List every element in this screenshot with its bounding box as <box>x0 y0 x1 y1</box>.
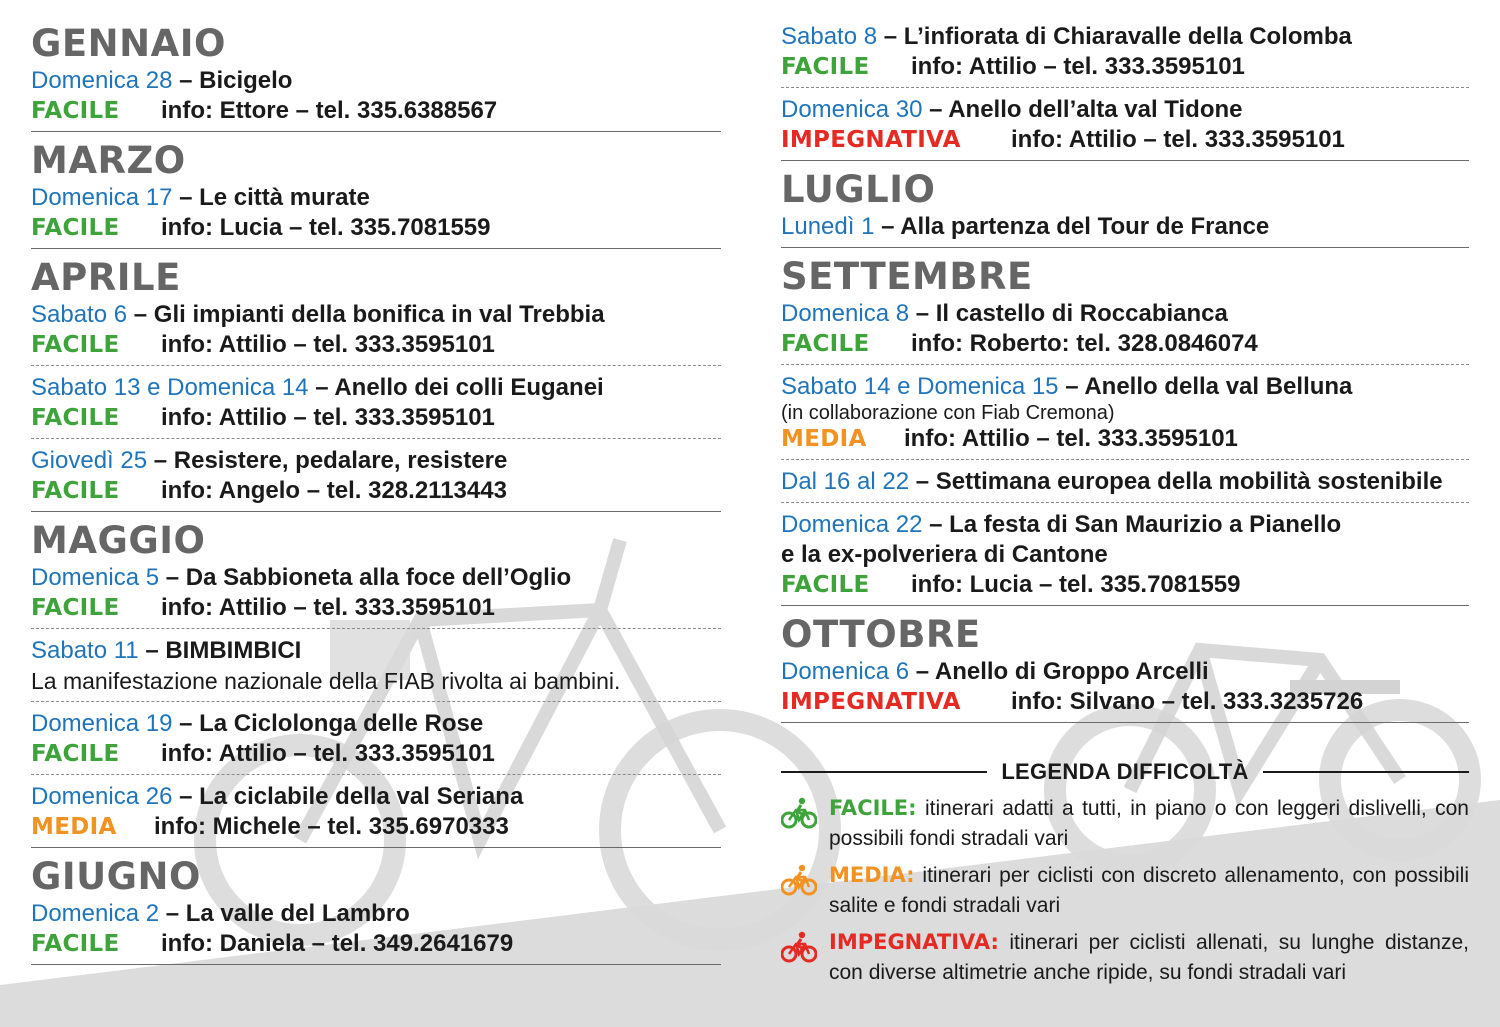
event-difficulty-row <box>781 52 1469 82</box>
event-contact-info: info: Attilio – tel. 333.3595101 <box>161 740 495 767</box>
month-heading: LUGLIO <box>781 168 936 211</box>
event-difficulty-row <box>31 96 721 126</box>
bike-icon <box>781 864 817 896</box>
event-title-line <box>781 299 1469 329</box>
event-difficulty-row <box>31 812 721 842</box>
event-divider <box>781 459 1469 460</box>
event-item <box>31 563 721 623</box>
event-contact-info: info: Silvano – tel. 333.3235726 <box>1011 688 1364 715</box>
event-item <box>781 95 1469 155</box>
event-item <box>31 709 721 769</box>
event-item <box>31 66 721 126</box>
legend-item <box>781 793 1469 854</box>
event-description: La manifestazione nazionale della FIAB rivolta ai bambini. <box>31 668 621 694</box>
event-date: Sabato 13 e Domenica 14 <box>31 374 309 401</box>
event-title: – BIMBIMBICI <box>145 637 302 664</box>
event-date: Sabato 14 e Domenica 15 <box>781 373 1059 400</box>
legend-text-body: itinerari per ciclisti con discreto allenamento, con possibili salite e fondi stradali vari <box>829 864 1469 917</box>
legend-title: LEGENDA DIFFICOLTÀ <box>1001 759 1249 784</box>
difficulty-badge: FACILE <box>31 215 120 241</box>
event-contact-info: info: Michele – tel. 335.6970333 <box>154 813 509 840</box>
event-title: – Anello dei colli Euganei <box>315 374 604 401</box>
event-difficulty-row <box>781 424 1469 454</box>
legend-label: FACILE: <box>829 796 917 820</box>
month-heading: OTTOBRE <box>781 613 981 656</box>
event-title-line <box>31 563 721 593</box>
difficulty-badge: FACILE <box>781 572 870 598</box>
event-title: – Alla partenza del Tour de France <box>881 213 1270 240</box>
month-heading: MAGGIO <box>31 519 206 562</box>
section-divider <box>781 160 1469 161</box>
event-title-line <box>31 373 721 403</box>
event-contact-info: info: Attilio – tel. 333.3595101 <box>161 331 495 358</box>
event-item <box>31 446 721 506</box>
difficulty-badge: FACILE <box>31 741 120 767</box>
legend-text-body: itinerari adatti a tutti, in piano o con leggeri dislivelli, con possibili fondi stradali vari <box>829 797 1469 850</box>
event-difficulty-row <box>31 476 721 506</box>
section-divider <box>781 247 1469 248</box>
event-title-line <box>31 899 721 929</box>
event-date: Domenica 5 <box>31 564 160 591</box>
event-title: – Gli impianti della bonifica in val Trebbia <box>133 301 605 328</box>
event-title: – Anello della val Belluna <box>1065 373 1353 400</box>
difficulty-badge: FACILE <box>781 331 870 357</box>
event-item <box>31 300 721 360</box>
event-divider <box>781 87 1469 88</box>
month-heading: GENNAIO <box>31 22 226 65</box>
event-title: – La valle del Lambro <box>165 900 410 927</box>
event-title-line <box>781 95 1469 125</box>
legend-text-body: itinerari per ciclisti allenati, su lunghe distanze, con diverse altimetrie anche ripide, su fondi stradali vari <box>829 931 1469 984</box>
event-contact-info: info: Angelo – tel. 328.2113443 <box>161 477 507 504</box>
event-title: – L’infiorata di Chiaravalle della Colomba <box>883 23 1352 50</box>
legend-description <box>829 793 1469 854</box>
left-column <box>31 22 721 972</box>
event-item <box>781 212 1469 242</box>
event-date: Domenica 8 <box>781 300 910 327</box>
event-difficulty-row <box>781 687 1469 717</box>
event-item <box>781 467 1469 497</box>
event-contact-info: info: Daniela – tel. 349.2641679 <box>161 930 514 957</box>
section-divider <box>31 131 721 132</box>
legend-item <box>781 927 1469 988</box>
event-title: – Anello di Groppo Arcelli <box>915 658 1209 685</box>
event-item <box>31 899 721 959</box>
event-divider <box>781 364 1469 365</box>
event-difficulty-row <box>781 329 1469 359</box>
event-date: Domenica 6 <box>781 658 910 685</box>
month-heading: APRILE <box>31 256 181 299</box>
event-difficulty-row <box>781 570 1469 600</box>
event-title-line <box>31 782 721 812</box>
event-date: Domenica 2 <box>31 900 160 927</box>
legend-description <box>829 927 1469 988</box>
difficulty-badge: FACILE <box>31 332 120 358</box>
event-item <box>31 183 721 243</box>
event-date: Sabato 8 <box>781 23 878 50</box>
event-title-line <box>781 22 1469 52</box>
event-date: Domenica 28 <box>31 67 173 94</box>
event-item <box>781 299 1469 359</box>
event-title: – Bicigelo <box>179 67 293 94</box>
event-title-line <box>31 446 721 476</box>
event-divider <box>31 774 721 775</box>
difficulty-legend <box>781 757 1469 988</box>
section-divider <box>781 722 1469 723</box>
event-date: Dal 16 al 22 <box>781 468 910 495</box>
event-contact-info: info: Attilio – tel. 333.3595101 <box>161 404 495 431</box>
event-date: Domenica 17 <box>31 184 173 211</box>
bike-icon <box>781 931 817 963</box>
event-title: – Resistere, pedalare, resistere <box>153 447 508 474</box>
section-divider <box>31 248 721 249</box>
event-date: Domenica 19 <box>31 710 173 737</box>
difficulty-badge: FACILE <box>31 931 120 957</box>
difficulty-badge: FACILE <box>31 478 120 504</box>
event-title-line <box>31 300 721 330</box>
event-contact-info: info: Attilio – tel. 333.3595101 <box>161 594 495 621</box>
legend-rule-right <box>1263 771 1469 773</box>
event-contact-info: info: Attilio – tel. 333.3595101 <box>904 425 1238 452</box>
event-title-line <box>31 709 721 739</box>
difficulty-badge: MEDIA <box>781 426 867 452</box>
event-date: Domenica 22 <box>781 511 923 538</box>
legend-description <box>829 860 1469 921</box>
event-divider <box>31 628 721 629</box>
event-title-line <box>781 467 1469 497</box>
legend-header <box>781 757 1469 787</box>
event-divider <box>31 365 721 366</box>
event-contact-info: info: Roberto: tel. 328.0846074 <box>911 330 1258 357</box>
event-title-continued: e la ex-polveriera di Cantone <box>781 541 1108 568</box>
right-column <box>781 22 1469 730</box>
event-title: – La festa di San Maurizio a Pianello <box>929 511 1342 538</box>
event-divider <box>31 701 721 702</box>
event-item <box>31 782 721 842</box>
event-item <box>781 372 1469 454</box>
event-contact-info: info: Ettore – tel. 335.6388567 <box>161 97 498 124</box>
event-contact-info: info: Lucia – tel. 335.7081559 <box>911 571 1241 598</box>
event-item <box>31 636 721 696</box>
legend-label: MEDIA: <box>829 863 915 887</box>
bike-icon <box>781 797 817 829</box>
event-contact-info: info: Lucia – tel. 335.7081559 <box>161 214 491 241</box>
event-title: – La ciclabile della val Seriana <box>179 783 524 810</box>
event-item <box>781 657 1469 717</box>
legend-label: IMPEGNATIVA: <box>829 930 999 954</box>
event-date: Sabato 6 <box>31 301 128 328</box>
event-title: – Anello dell’alta val Tidone <box>929 96 1243 123</box>
event-title-line <box>31 636 721 666</box>
event-subtitle: (in collaborazione con Fiab Cremona) <box>781 402 1115 424</box>
event-title: – Le città murate <box>179 184 370 211</box>
event-date: Domenica 30 <box>781 96 923 123</box>
event-date: Giovedì 25 <box>31 447 148 474</box>
event-title-line <box>781 372 1469 402</box>
event-title-line <box>31 66 721 96</box>
event-date: Domenica 26 <box>31 783 173 810</box>
event-contact-info: info: Attilio – tel. 333.3595101 <box>1011 126 1345 153</box>
section-divider <box>31 847 721 848</box>
event-difficulty-row <box>31 213 721 243</box>
event-difficulty-row <box>31 929 721 959</box>
event-title: – Settimana europea della mobilità sostenibile <box>915 468 1443 495</box>
event-difficulty-row <box>31 593 721 623</box>
difficulty-badge: FACILE <box>31 595 120 621</box>
event-difficulty-row <box>31 330 721 360</box>
event-title: – Da Sabbioneta alla foce dell’Oglio <box>165 564 572 591</box>
legend-rule-left <box>781 771 987 773</box>
difficulty-badge: IMPEGNATIVA <box>781 127 961 153</box>
event-difficulty-row <box>31 739 721 769</box>
event-difficulty-row <box>31 403 721 433</box>
event-title: – Il castello di Roccabianca <box>915 300 1228 327</box>
legend-item <box>781 860 1469 921</box>
event-item <box>781 510 1469 600</box>
difficulty-badge: FACILE <box>31 98 120 124</box>
section-divider <box>31 964 721 965</box>
legend-items <box>781 793 1469 988</box>
section-divider <box>31 511 721 512</box>
event-divider <box>781 502 1469 503</box>
month-heading: MARZO <box>31 139 186 182</box>
event-difficulty-row <box>781 125 1469 155</box>
event-title-line <box>781 212 1469 242</box>
difficulty-badge: MEDIA <box>31 814 117 840</box>
event-date: Lunedì 1 <box>781 213 875 240</box>
difficulty-badge: FACILE <box>781 54 870 80</box>
difficulty-badge: FACILE <box>31 405 120 431</box>
event-item <box>31 373 721 433</box>
event-divider <box>31 438 721 439</box>
month-heading: GIUGNO <box>31 855 201 898</box>
difficulty-badge: IMPEGNATIVA <box>781 689 961 715</box>
event-date: Sabato 11 <box>31 637 139 664</box>
month-heading: SETTEMBRE <box>781 255 1033 298</box>
event-title-line <box>781 657 1469 687</box>
event-title-line <box>31 183 721 213</box>
event-contact-info: info: Attilio – tel. 333.3595101 <box>911 53 1245 80</box>
event-title-line <box>781 510 1469 540</box>
event-item <box>781 22 1469 82</box>
event-title: – La Ciclolonga delle Rose <box>179 710 484 737</box>
section-divider <box>781 605 1469 606</box>
